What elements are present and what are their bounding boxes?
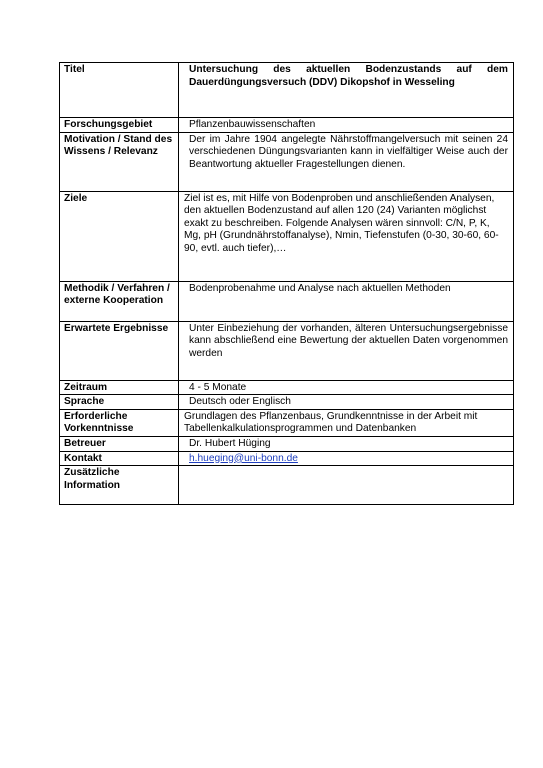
table-row-titel [60,63,514,118]
table-row-methodik [60,281,514,321]
value-zeitraum: 4 - 5 Monate [179,380,514,395]
label-kontakt: Kontakt [60,451,179,466]
label-forschungsgebiet: Forschungsgebiet [60,118,179,133]
label-zeitraum: Zeitraum [60,380,179,395]
value-zusaetzliche-information [179,466,514,505]
label-vorkenntnisse: Erforderliche Vorkenntnisse [60,409,179,436]
value-titel: Untersuchung des aktuellen Bodenzustands auf dem Dauerdüngungsversuch (DDV) Dikopshof in Wesseling [179,63,514,118]
label-methodik: Methodik / Verfahren / externe Kooperation [60,281,179,321]
value-ziele: Ziel ist es, mit Hilfe von Bodenproben und anschließenden Analysen, den aktuellen Bodenzustand auf allen 120 (24) Varianten möglichst exakt zu beschreiben. Folgende Analysen wären sinnvoll: C/N, P, K, Mg, pH (Grundnährstoffanalyse), Nmin, Tiefenstufen (0-30, 30-60, 60-90, evtl. auch tiefer),… [179,191,514,281]
project-description-table [59,62,514,505]
label-betreuer: Betreuer [60,436,179,451]
table-row-forschungsgebiet [60,118,514,133]
value-vorkenntnisse: Grundlagen des Pflanzenbaus, Grundkenntnisse in der Arbeit mit Tabellenkalkulationsprogrammen und Datenbanken [179,409,514,436]
email-link[interactable]: h.hueging@uni-bonn.de [189,452,298,464]
label-titel: Titel [60,63,179,118]
value-forschungsgebiet: Pflanzenbauwissenschaften [179,118,514,133]
value-erwartete-ergebnisse: Unter Einbeziehung der vorhanden, älteren Untersuchungsergebnisse kann abschließend eine Bewertung der aktuellen Daten vorgenommen werden [179,321,514,380]
table-row-vorkenntnisse [60,409,514,436]
value-kontakt-cell [179,451,514,466]
label-sprache: Sprache [60,395,179,410]
value-methodik: Bodenprobenahme und Analyse nach aktuellen Methoden [179,281,514,321]
table-row-sprache [60,395,514,410]
label-zusaetzliche-information: Zusätzliche Information [60,466,179,505]
label-motivation: Motivation / Stand des Wissens / Relevanz [60,132,179,191]
table-row-zeitraum [60,380,514,395]
table-row-betreuer [60,436,514,451]
table-row-ziele [60,191,514,281]
value-sprache: Deutsch oder Englisch [179,395,514,410]
value-betreuer: Dr. Hubert Hüging [179,436,514,451]
label-erwartete-ergebnisse: Erwartete Ergebnisse [60,321,179,380]
value-motivation: Der im Jahre 1904 angelegte Nährstoffmangelversuch mit seinen 24 verschiedenen Düngungsvarianten kann in vielfältiger Weise auch der Beantwortung aktueller Fragestellungen dienen. [179,132,514,191]
table-row-zusaetzliche-information [60,466,514,505]
table-row-erwartete-ergebnisse [60,321,514,380]
table-row-kontakt [60,451,514,466]
table-row-motivation [60,132,514,191]
label-ziele: Ziele [60,191,179,281]
